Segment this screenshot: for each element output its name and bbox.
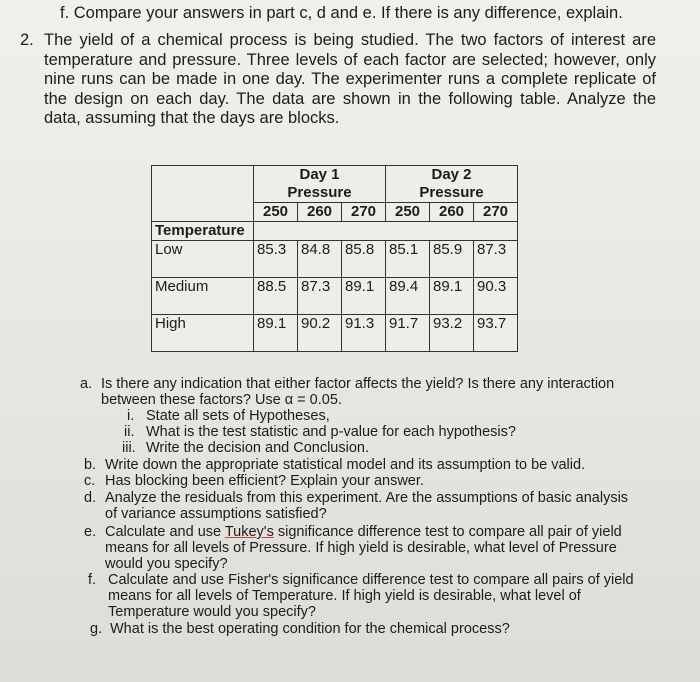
part-a-i: State all sets of Hypotheses, [146,408,330,424]
part-f-line: Calculate and use Fisher's significance difference test to compare all pairs of yield [108,572,634,588]
question-2-number: 2. [20,31,34,49]
table-cell: 85.9 [430,241,474,278]
pressure-col-header: 250 [254,203,298,222]
part-f-line: means for all levels of Temperature. If high yield is desirable, what level of [108,588,581,604]
part-d-label: d. [84,490,97,506]
part-a-ii: What is the test statistic and p-value for each hypothesis? [146,424,516,440]
part-b: Write down the appropriate statistical model and its assumption to be valid. [105,457,586,473]
part-e-line [105,524,622,540]
part-a-label: a. [80,376,93,392]
part-c: Has blocking been efficient? Explain your answer. [105,473,424,489]
pressure-col-header: 260 [298,203,342,222]
table-cell: 89.1 [254,315,298,352]
tukey-term: Tukey's [224,524,274,540]
part-f-label: f. [88,572,97,588]
part-a-line: Is there any indication that either factor affects the yield? Is there any interaction [101,376,615,392]
row-label-medium: Medium [152,278,254,315]
table-cell: 85.8 [342,241,386,278]
day-1-pressure-label: Pressure [287,184,352,201]
part-e-line: would you specify? [105,556,228,572]
part-a-line: between these factors? Use α = 0.05. [101,392,342,408]
part-d-line: Analyze the residuals from this experiment. Are the assumptions of basic analysis [105,490,629,506]
table-cell: 89.4 [386,278,430,315]
row-label-low: Low [152,241,254,278]
part-a-iii: Write the decision and Conclusion. [146,440,369,456]
table-cell: 93.7 [474,315,518,352]
day-1-label: Day 1 [299,166,340,183]
table-cell: 87.3 [474,241,518,278]
table-cell: 93.2 [430,315,474,352]
table-cell: 90.3 [474,278,518,315]
previous-part-f: f. Compare your answers in part c, d and e. If there is any difference, explain. [60,4,623,22]
table-cell: 91.7 [386,315,430,352]
table-cell: 85.1 [386,241,430,278]
table-cell: 85.3 [254,241,298,278]
row-label-high: High [152,315,254,352]
pressure-col-header: 250 [386,203,430,222]
pressure-col-header: 270 [342,203,386,222]
part-a-i-label: i. [127,408,135,424]
day-2-pressure-label: Pressure [419,184,484,201]
pressure-col-header: 270 [474,203,518,222]
pressure-col-header: 260 [430,203,474,222]
table-cell: 89.1 [342,278,386,315]
part-g-label: g. [90,621,103,637]
part-a-ii-label: ii. [124,424,135,440]
table-cell: 84.8 [298,241,342,278]
part-f-line: Temperature would you specify? [108,604,316,620]
table-cell: 88.5 [254,278,298,315]
question-2-text: The yield of a chemical process is being studied. The two factors of interest are temperature and pressure. Three levels of each factor are selected; however, only nine runs can be made in one day. The experimenter runs a complete replicate of the design on each day. The data are shown in the following table. Analyze the data, assuming that the days are blocks. [44,31,656,127]
part-g: What is the best operating condition for the chemical process? [110,621,510,637]
day-2-label: Day 2 [431,166,472,183]
table-cell: 89.1 [430,278,474,315]
part-c-label: c. [84,473,96,489]
part-e-label: e. [84,524,97,540]
part-e-line: means for all levels of Pressure. If high yield is desirable, what level of Pressure [105,540,617,556]
part-b-label: b. [84,457,97,473]
table-cell: 91.3 [342,315,386,352]
table-cell: 87.3 [298,278,342,315]
part-d-line: of variance assumptions satisfied? [105,506,327,522]
part-a-iii-label: iii. [122,440,136,456]
temperature-header: Temperature [152,222,254,241]
part-e-text: significance difference test to compare all pair of yield [273,524,622,540]
table-cell: 90.2 [298,315,342,352]
part-e-text: Calculate and use [105,524,225,540]
